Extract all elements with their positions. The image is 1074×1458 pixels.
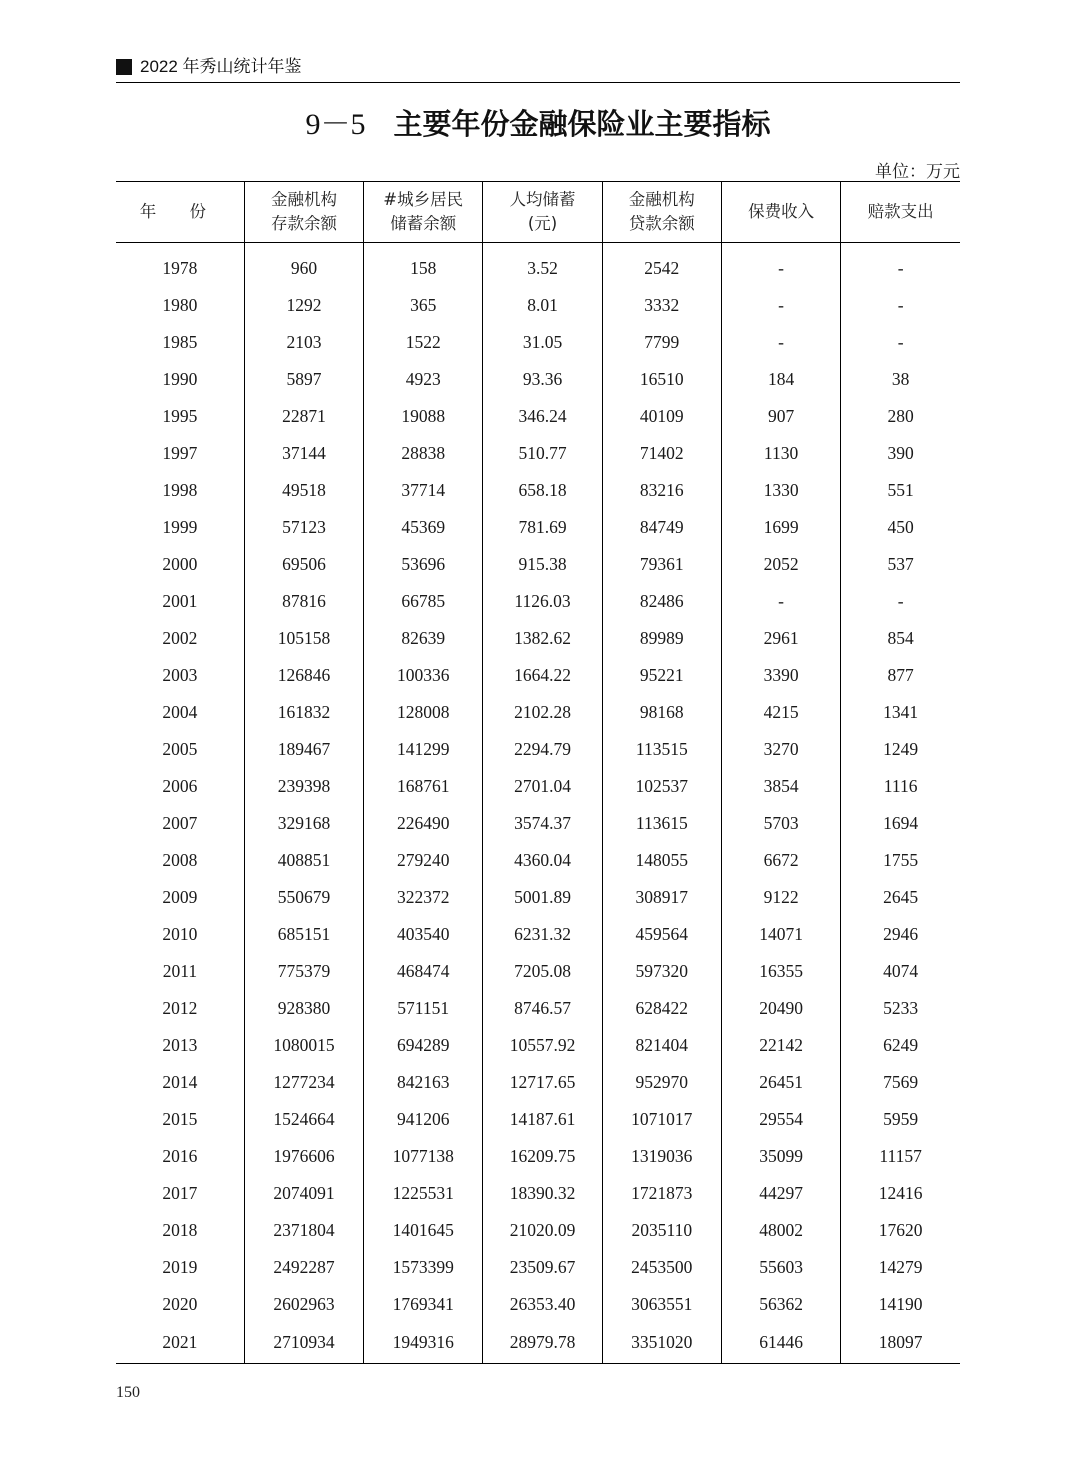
cell-per-capita-savings: 3.52 xyxy=(483,243,602,287)
cell-year: 1995 xyxy=(162,405,198,426)
cell-year: 2005 xyxy=(162,738,198,759)
table-row xyxy=(116,361,960,398)
cell-year: 2021 xyxy=(116,1323,244,1364)
cell-per-capita-savings: 8746.57 xyxy=(483,990,602,1027)
cell-premium-income: - xyxy=(721,243,840,287)
cell-year: 2000 xyxy=(162,553,198,574)
cell-savings-balance: 1949316 xyxy=(364,1323,483,1364)
cell-loan-balance: 7799 xyxy=(602,324,721,361)
cell-savings-balance: 1077138 xyxy=(364,1138,483,1175)
table-header xyxy=(116,182,960,243)
cell-premium-income: 20490 xyxy=(721,990,840,1027)
cell-savings-balance: 37714 xyxy=(364,472,483,509)
cell-premium-income: 4215 xyxy=(721,694,840,731)
cell-deposit-balance: 5897 xyxy=(244,361,363,398)
cell-claims-paid: 14279 xyxy=(841,1249,960,1286)
cell-year: 2018 xyxy=(162,1219,198,1240)
cell-claims-paid: 1249 xyxy=(841,731,960,768)
table-row xyxy=(116,243,960,287)
table-row xyxy=(116,287,960,324)
cell-year: 2002 xyxy=(162,627,198,648)
cell-claims-paid: 390 xyxy=(841,435,960,472)
cell-claims-paid: 2946 xyxy=(841,916,960,953)
table-row xyxy=(116,842,960,879)
cell-savings-balance: 158 xyxy=(364,243,483,287)
cell-deposit-balance: 1277234 xyxy=(244,1064,363,1101)
cell-loan-balance: 79361 xyxy=(602,546,721,583)
column-header-line: 年 份 xyxy=(139,202,221,221)
cell-year: 2007 xyxy=(162,812,198,833)
cell-savings-balance: 168761 xyxy=(364,768,483,805)
table-row xyxy=(116,879,960,916)
cell-premium-income: 5703 xyxy=(721,805,840,842)
table-body xyxy=(116,243,960,1364)
cell-savings-balance: 66785 xyxy=(364,583,483,620)
cell-year: 2017 xyxy=(162,1182,198,1203)
cell-claims-paid: 280 xyxy=(841,398,960,435)
cell-year: 2020 xyxy=(162,1293,198,1314)
cell-year: 2006 xyxy=(162,775,198,796)
cell-deposit-balance: 408851 xyxy=(244,842,363,879)
cell-premium-income: 6672 xyxy=(721,842,840,879)
cell-loan-balance: 3063551 xyxy=(602,1286,721,1323)
black-square-icon xyxy=(116,59,132,75)
column-header-line: 存款余额 xyxy=(270,214,337,233)
cell-savings-balance: 100336 xyxy=(364,657,483,694)
cell-savings-balance: 28838 xyxy=(364,435,483,472)
cell-deposit-balance: 550679 xyxy=(244,879,363,916)
table-row xyxy=(116,509,960,546)
cell-savings-balance: 19088 xyxy=(364,398,483,435)
cell-deposit-balance: 2710934 xyxy=(244,1323,363,1364)
cell-loan-balance: 3351020 xyxy=(602,1323,721,1364)
cell-deposit-balance: 685151 xyxy=(244,916,363,953)
cell-per-capita-savings: 28979.78 xyxy=(483,1323,602,1364)
cell-deposit-balance: 105158 xyxy=(244,620,363,657)
cell-premium-income: 48002 xyxy=(721,1212,840,1249)
cell-year: 2014 xyxy=(162,1071,198,1092)
cell-claims-paid: - xyxy=(841,583,960,620)
cell-per-capita-savings: 10557.92 xyxy=(483,1027,602,1064)
cell-loan-balance: 2035110 xyxy=(602,1212,721,1249)
column-header-line: 赔款支出 xyxy=(867,202,934,221)
cell-year: 1997 xyxy=(162,442,198,463)
cell-savings-balance: 4923 xyxy=(364,361,483,398)
cell-per-capita-savings: 2102.28 xyxy=(483,694,602,731)
column-header-line: 保费收入 xyxy=(748,202,815,221)
cell-per-capita-savings: 658.18 xyxy=(483,472,602,509)
cell-per-capita-savings: 23509.67 xyxy=(483,1249,602,1286)
cell-claims-paid: - xyxy=(841,243,960,287)
table-row xyxy=(116,546,960,583)
cell-deposit-balance: 2492287 xyxy=(244,1249,363,1286)
column-header-line: (元) xyxy=(527,214,558,233)
running-header-title: 2022 年秀山统计年鉴 xyxy=(140,57,302,76)
header-row xyxy=(116,182,960,243)
cell-per-capita-savings: 915.38 xyxy=(483,546,602,583)
cell-premium-income: 2052 xyxy=(721,546,840,583)
cell-deposit-balance: 329168 xyxy=(244,805,363,842)
column-header-line: 金融机构 xyxy=(628,190,695,209)
cell-loan-balance: 89989 xyxy=(602,620,721,657)
cell-claims-paid: 14190 xyxy=(841,1286,960,1323)
cell-premium-income: 1130 xyxy=(721,435,840,472)
cell-year: 1985 xyxy=(162,331,198,352)
column-header-line: 人均储蓄 xyxy=(509,190,576,209)
unit-label: 单位：万元 xyxy=(875,162,960,182)
cell-per-capita-savings: 18390.32 xyxy=(483,1175,602,1212)
cell-per-capita-savings: 1126.03 xyxy=(483,583,602,620)
cell-deposit-balance: 2103 xyxy=(244,324,363,361)
cell-loan-balance: 84749 xyxy=(602,509,721,546)
cell-deposit-balance: 37144 xyxy=(244,435,363,472)
cell-claims-paid: 12416 xyxy=(841,1175,960,1212)
column-header-premium-income xyxy=(721,182,840,243)
cell-deposit-balance: 2371804 xyxy=(244,1212,363,1249)
cell-per-capita-savings: 1382.62 xyxy=(483,620,602,657)
cell-loan-balance: 82486 xyxy=(602,583,721,620)
cell-savings-balance: 403540 xyxy=(364,916,483,953)
cell-savings-balance: 1401645 xyxy=(364,1212,483,1249)
cell-premium-income: 35099 xyxy=(721,1138,840,1175)
cell-loan-balance: 95221 xyxy=(602,657,721,694)
cell-loan-balance: 83216 xyxy=(602,472,721,509)
cell-deposit-balance: 1524664 xyxy=(244,1101,363,1138)
cell-savings-balance: 322372 xyxy=(364,879,483,916)
running-header xyxy=(116,56,960,83)
cell-claims-paid: 1755 xyxy=(841,842,960,879)
column-header-per-capita-savings xyxy=(483,182,602,243)
cell-premium-income: 1699 xyxy=(721,509,840,546)
cell-year: 1990 xyxy=(162,368,198,389)
cell-year: 1980 xyxy=(162,294,198,315)
cell-claims-paid: 17620 xyxy=(841,1212,960,1249)
cell-per-capita-savings: 21020.09 xyxy=(483,1212,602,1249)
table-row xyxy=(116,1323,960,1364)
table-row xyxy=(116,657,960,694)
cell-claims-paid: 537 xyxy=(841,546,960,583)
cell-year: 1999 xyxy=(162,516,198,537)
cell-premium-income: 907 xyxy=(721,398,840,435)
cell-claims-paid: 2645 xyxy=(841,879,960,916)
cell-per-capita-savings: 93.36 xyxy=(483,361,602,398)
cell-per-capita-savings: 31.05 xyxy=(483,324,602,361)
cell-premium-income: 55603 xyxy=(721,1249,840,1286)
cell-loan-balance: 113615 xyxy=(602,805,721,842)
cell-deposit-balance: 960 xyxy=(244,243,363,287)
cell-premium-income: 3270 xyxy=(721,731,840,768)
table-row xyxy=(116,990,960,1027)
cell-claims-paid: 551 xyxy=(841,472,960,509)
cell-savings-balance: 941206 xyxy=(364,1101,483,1138)
cell-premium-income: 9122 xyxy=(721,879,840,916)
cell-loan-balance: 16510 xyxy=(602,361,721,398)
table-row xyxy=(116,953,960,990)
cell-savings-balance: 82639 xyxy=(364,620,483,657)
cell-deposit-balance: 928380 xyxy=(244,990,363,1027)
cell-savings-balance: 45369 xyxy=(364,509,483,546)
cell-year: 2010 xyxy=(162,923,198,944)
cell-savings-balance: 53696 xyxy=(364,546,483,583)
cell-loan-balance: 597320 xyxy=(602,953,721,990)
cell-loan-balance: 71402 xyxy=(602,435,721,472)
cell-loan-balance: 952970 xyxy=(602,1064,721,1101)
table-row xyxy=(116,731,960,768)
table-row xyxy=(116,324,960,361)
cell-savings-balance: 842163 xyxy=(364,1064,483,1101)
page-number: 150 xyxy=(116,1384,140,1401)
column-header-line: 金融机构 xyxy=(270,190,337,209)
cell-deposit-balance: 1080015 xyxy=(244,1027,363,1064)
cell-deposit-balance: 161832 xyxy=(244,694,363,731)
cell-claims-paid: 854 xyxy=(841,620,960,657)
cell-premium-income: 1330 xyxy=(721,472,840,509)
cell-deposit-balance: 49518 xyxy=(244,472,363,509)
cell-loan-balance: 1319036 xyxy=(602,1138,721,1175)
cell-premium-income: - xyxy=(721,287,840,324)
cell-loan-balance: 821404 xyxy=(602,1027,721,1064)
column-header-deposit-balance xyxy=(244,182,363,243)
cell-per-capita-savings: 781.69 xyxy=(483,509,602,546)
cell-year: 2009 xyxy=(162,886,198,907)
table-number: 9－5 xyxy=(305,108,366,141)
cell-year: 2016 xyxy=(162,1145,198,1166)
table-row xyxy=(116,398,960,435)
cell-claims-paid: - xyxy=(841,324,960,361)
cell-year: 2001 xyxy=(162,590,198,611)
cell-loan-balance: 2453500 xyxy=(602,1249,721,1286)
table-row xyxy=(116,435,960,472)
cell-savings-balance: 141299 xyxy=(364,731,483,768)
cell-loan-balance: 1071017 xyxy=(602,1101,721,1138)
table-row xyxy=(116,472,960,509)
cell-per-capita-savings: 8.01 xyxy=(483,287,602,324)
cell-year: 2012 xyxy=(162,997,198,1018)
column-header-line: #城乡居民 xyxy=(383,190,464,209)
cell-year: 2011 xyxy=(162,960,198,981)
cell-loan-balance: 3332 xyxy=(602,287,721,324)
cell-per-capita-savings: 12717.65 xyxy=(483,1064,602,1101)
cell-premium-income: 61446 xyxy=(721,1323,840,1364)
table-title xyxy=(116,102,960,147)
cell-deposit-balance: 69506 xyxy=(244,546,363,583)
cell-per-capita-savings: 6231.32 xyxy=(483,916,602,953)
cell-savings-balance: 279240 xyxy=(364,842,483,879)
cell-premium-income: 3854 xyxy=(721,768,840,805)
cell-per-capita-savings: 4360.04 xyxy=(483,842,602,879)
column-header-line: 储蓄余额 xyxy=(390,214,457,233)
cell-loan-balance: 628422 xyxy=(602,990,721,1027)
column-header-claims-paid xyxy=(841,182,960,243)
cell-claims-paid: 4074 xyxy=(841,953,960,990)
cell-per-capita-savings: 2701.04 xyxy=(483,768,602,805)
cell-premium-income: 29554 xyxy=(721,1101,840,1138)
cell-savings-balance: 128008 xyxy=(364,694,483,731)
cell-claims-paid: 6249 xyxy=(841,1027,960,1064)
cell-premium-income: 3390 xyxy=(721,657,840,694)
cell-per-capita-savings: 26353.40 xyxy=(483,1286,602,1323)
table-row xyxy=(116,1138,960,1175)
cell-per-capita-savings: 510.77 xyxy=(483,435,602,472)
finance-insurance-table xyxy=(116,181,960,1364)
table-row xyxy=(116,620,960,657)
table-row xyxy=(116,805,960,842)
cell-deposit-balance: 1292 xyxy=(244,287,363,324)
column-header-savings-balance xyxy=(364,182,483,243)
cell-savings-balance: 1573399 xyxy=(364,1249,483,1286)
cell-per-capita-savings: 3574.37 xyxy=(483,805,602,842)
cell-loan-balance: 1721873 xyxy=(602,1175,721,1212)
cell-savings-balance: 1769341 xyxy=(364,1286,483,1323)
cell-premium-income: 44297 xyxy=(721,1175,840,1212)
cell-loan-balance: 113515 xyxy=(602,731,721,768)
cell-claims-paid: 5959 xyxy=(841,1101,960,1138)
cell-premium-income: - xyxy=(721,324,840,361)
cell-year: 1998 xyxy=(162,479,198,500)
cell-deposit-balance: 239398 xyxy=(244,768,363,805)
cell-per-capita-savings: 16209.75 xyxy=(483,1138,602,1175)
cell-premium-income: 26451 xyxy=(721,1064,840,1101)
cell-per-capita-savings: 2294.79 xyxy=(483,731,602,768)
table-row xyxy=(116,583,960,620)
table-row xyxy=(116,1212,960,1249)
cell-loan-balance: 102537 xyxy=(602,768,721,805)
cell-year: 2013 xyxy=(162,1034,198,1055)
cell-loan-balance: 2542 xyxy=(602,243,721,287)
cell-loan-balance: 308917 xyxy=(602,879,721,916)
cell-premium-income: 184 xyxy=(721,361,840,398)
table-row xyxy=(116,1064,960,1101)
cell-premium-income: 16355 xyxy=(721,953,840,990)
cell-premium-income: 22142 xyxy=(721,1027,840,1064)
cell-loan-balance: 40109 xyxy=(602,398,721,435)
cell-loan-balance: 459564 xyxy=(602,916,721,953)
cell-deposit-balance: 126846 xyxy=(244,657,363,694)
table-row xyxy=(116,916,960,953)
cell-year: 1978 xyxy=(162,257,198,278)
cell-premium-income: 14071 xyxy=(721,916,840,953)
cell-claims-paid: 1341 xyxy=(841,694,960,731)
cell-premium-income: 2961 xyxy=(721,620,840,657)
cell-deposit-balance: 57123 xyxy=(244,509,363,546)
table-row xyxy=(116,694,960,731)
column-header-line: 贷款余额 xyxy=(628,214,695,233)
table-row xyxy=(116,1286,960,1323)
cell-claims-paid: - xyxy=(841,287,960,324)
cell-year: 2004 xyxy=(162,701,198,722)
cell-per-capita-savings: 14187.61 xyxy=(483,1101,602,1138)
column-header-year xyxy=(116,182,244,243)
column-header-loan-balance xyxy=(602,182,721,243)
table-row xyxy=(116,1027,960,1064)
cell-claims-paid: 18097 xyxy=(841,1323,960,1364)
cell-premium-income: 56362 xyxy=(721,1286,840,1323)
cell-year: 2003 xyxy=(162,664,198,685)
table-row xyxy=(116,1249,960,1286)
cell-claims-paid: 877 xyxy=(841,657,960,694)
table-row xyxy=(116,1101,960,1138)
cell-claims-paid: 1694 xyxy=(841,805,960,842)
cell-deposit-balance: 189467 xyxy=(244,731,363,768)
cell-claims-paid: 38 xyxy=(841,361,960,398)
cell-deposit-balance: 22871 xyxy=(244,398,363,435)
cell-claims-paid: 7569 xyxy=(841,1064,960,1101)
cell-claims-paid: 1116 xyxy=(841,768,960,805)
cell-savings-balance: 1522 xyxy=(364,324,483,361)
cell-savings-balance: 226490 xyxy=(364,805,483,842)
cell-year: 2019 xyxy=(162,1256,198,1277)
cell-deposit-balance: 87816 xyxy=(244,583,363,620)
cell-savings-balance: 571151 xyxy=(364,990,483,1027)
cell-per-capita-savings: 1664.22 xyxy=(483,657,602,694)
table-row xyxy=(116,1175,960,1212)
cell-savings-balance: 694289 xyxy=(364,1027,483,1064)
cell-deposit-balance: 1976606 xyxy=(244,1138,363,1175)
cell-savings-balance: 1225531 xyxy=(364,1175,483,1212)
cell-deposit-balance: 2602963 xyxy=(244,1286,363,1323)
cell-claims-paid: 450 xyxy=(841,509,960,546)
table-row xyxy=(116,768,960,805)
cell-loan-balance: 98168 xyxy=(602,694,721,731)
cell-premium-income: - xyxy=(721,583,840,620)
cell-loan-balance: 148055 xyxy=(602,842,721,879)
cell-year: 2008 xyxy=(162,849,198,870)
cell-per-capita-savings: 346.24 xyxy=(483,398,602,435)
cell-claims-paid: 5233 xyxy=(841,990,960,1027)
cell-per-capita-savings: 7205.08 xyxy=(483,953,602,990)
cell-deposit-balance: 2074091 xyxy=(244,1175,363,1212)
cell-savings-balance: 365 xyxy=(364,287,483,324)
cell-claims-paid: 11157 xyxy=(841,1138,960,1175)
cell-deposit-balance: 775379 xyxy=(244,953,363,990)
cell-savings-balance: 468474 xyxy=(364,953,483,990)
table-title-text: 主要年份金融保险业主要指标 xyxy=(393,107,771,141)
cell-per-capita-savings: 5001.89 xyxy=(483,879,602,916)
cell-year: 2015 xyxy=(162,1108,198,1129)
